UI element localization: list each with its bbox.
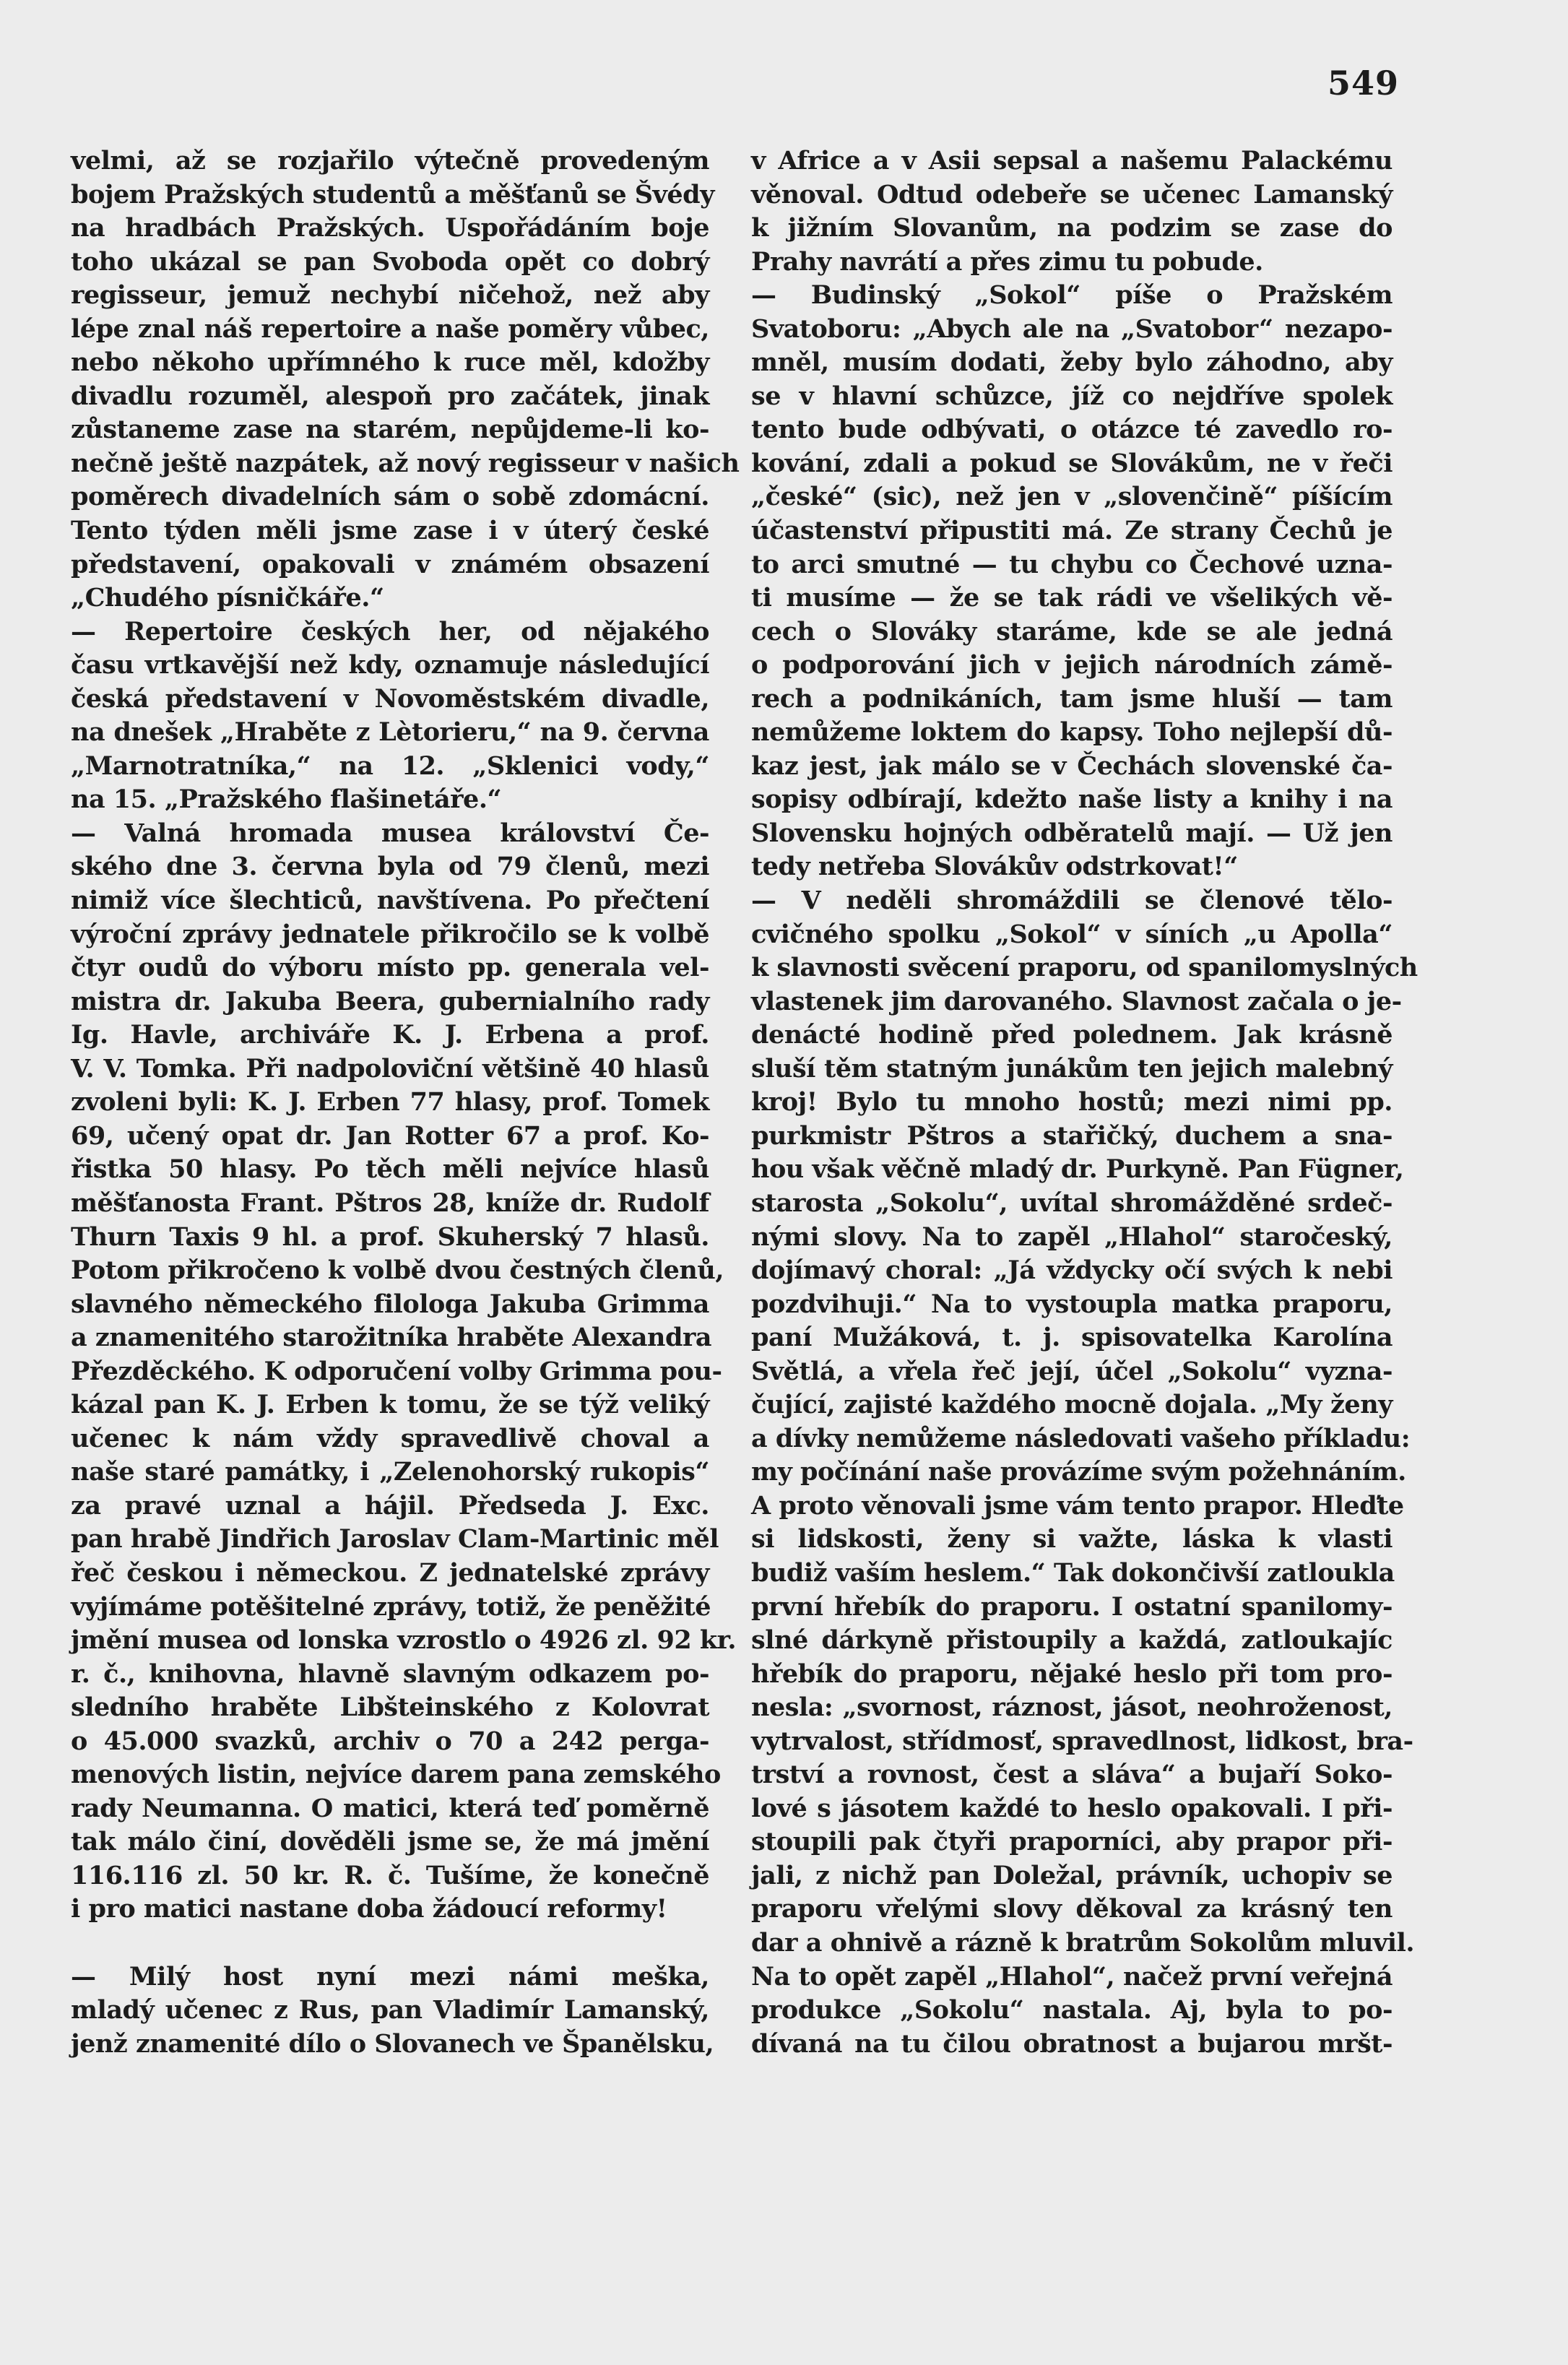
text-line: v Africe a v Asii sepsal a našemu Palackému <box>751 146 1392 176</box>
text-line: na 15. „Pražského flašinetáře.“ <box>71 784 502 815</box>
text-line: kroj! Bylo tu mnoho hostů; mezi nimi pp. <box>751 1087 1392 1117</box>
text-line: sledního hraběte Libšteinského z Kolovrat <box>71 1692 709 1723</box>
text-line: nemůžeme loktem do kapsy. Toho nejlepší dů- <box>751 717 1392 748</box>
text-line: „Chudého písničkáře.“ <box>71 583 384 613</box>
text-line: lové s jásotem každé to heslo opakovali. I při- <box>751 1793 1392 1823</box>
text-line: Svatoboru: „Abych ale na „Svatobor“ nezapo- <box>751 314 1392 344</box>
text-line: věnoval. Odtud odebeře se učenec Lamanský <box>751 179 1392 209</box>
text-line: hou však věčně mladý dr. Purkyně. Pan Fügner, <box>751 1154 1404 1185</box>
text-line: Thurn Taxis 9 hl. a prof. Skuherský 7 hlasů. <box>71 1222 709 1252</box>
text-line: rech a podnikáních, tam jsme hluší — tam <box>751 683 1392 714</box>
text-line: naše staré památky, i „Zelenohorský rukopis“ <box>71 1457 709 1487</box>
text-line: o podporování jich v jejich národních zámě- <box>751 650 1392 680</box>
text-line: času vrtkavější než kdy, oznamuje následující <box>71 650 709 680</box>
text-line: zůstaneme zase na starém, nepůjdeme-li ko- <box>71 415 709 445</box>
text-line: představení, opakovali v známém obsazení <box>71 549 709 579</box>
text-line: a dívky nemůžeme následovati vašeho příkladu: <box>751 1423 1411 1453</box>
text-line: i pro matici nastane doba žádoucí reformy! <box>71 1894 667 1924</box>
text-line: nebo někoho upřímného k ruce měl, kdožby <box>71 347 709 378</box>
text-line: tedy netřeba Slovákův odstrkovat!“ <box>751 852 1238 882</box>
left-column <box>71 144 740 2061</box>
text-line: 69, učený opat dr. Jan Rotter 67 a prof. Ko- <box>71 1120 709 1151</box>
text-line: k jižním Slovanům, na podzim se zase do <box>751 213 1392 243</box>
text-line: kázal pan K. J. Erben k tomu, že se týž veliký <box>71 1390 709 1420</box>
text-line: purkmistr Pštros a stařičký, duchem a sna- <box>751 1120 1392 1151</box>
text-line: Potom přikročeno k volbě dvou čestných členů, <box>71 1255 724 1286</box>
text-line: — Budinský „Sokol“ píše o Pražském <box>751 280 1392 311</box>
text-line: mistra dr. Jakuba Beera, gubernialního rady <box>71 986 709 1016</box>
text-line: ti musíme — že se tak rádi ve všelikých vě- <box>751 583 1392 613</box>
text-line: denácté hodině před polednem. Jak krásně <box>751 1020 1392 1050</box>
text-line: „Marnotratníka,“ na 12. „Sklenici vody,“ <box>71 751 709 781</box>
text-line: na dnešek „Hraběte z Lètorieru,“ na 9. června <box>71 717 709 748</box>
text-line: r. č., knihovna, hlavně slavným odkazem po- <box>71 1659 709 1689</box>
text-line: vlastenek jim darovaného. Slavnost začala o je- <box>751 986 1402 1016</box>
text-line <box>71 1927 709 1960</box>
text-line: toho ukázal se pan Svoboda opět co dobrý <box>71 246 709 277</box>
text-line: to arci smutné — tu chybu co Čechové uzna- <box>751 549 1392 579</box>
text-line: bojem Pražských studentů a měšťanů se Švédy <box>71 179 714 209</box>
text-line: — V neděli shromáždili se členové tělo- <box>751 886 1392 916</box>
text-line: menových listin, nejvíce darem pana zemského <box>71 1760 721 1790</box>
text-line: „české“ (sic), než jen v „slovenčině“ píšícím <box>751 482 1392 512</box>
text-line: Tento týden měli jsme zase i v úterý české <box>71 516 709 546</box>
text-line: Světlá, a vřela řeč její, účel „Sokolu“ vyzna- <box>751 1356 1392 1386</box>
text-line: Přezděckého. K odporučení volby Grimma pou- <box>71 1356 722 1386</box>
text-line: budiž vaším heslem.“ Tak dokončivší zatloukla <box>751 1557 1395 1588</box>
text-line: Prahy navrátí a přes zimu tu pobude. <box>751 246 1263 277</box>
text-line: dar a ohnivě a rázně k bratrům Sokolům mluvil. <box>751 1927 1415 1958</box>
text-line: A proto věnovali jsme vám tento prapor. Hleďte <box>751 1490 1404 1521</box>
text-line: velmi, až se rozjařilo výtečně provedeným <box>71 146 709 176</box>
text-line: pan hrabě Jindřich Jaroslav Clam-Martinic měl <box>71 1524 719 1555</box>
text-line: kaz jest, jak málo se v Čechách slovenské ča- <box>751 751 1392 781</box>
text-line: mladý učenec z Rus, pan Vladimír Lamanský, <box>71 1995 709 2025</box>
text-line: na hradbách Pražských. Uspořádáním boje <box>71 213 709 243</box>
text-line: první hřebík do praporu. I ostatní spanilomy- <box>751 1591 1392 1622</box>
text-line: řistka 50 hlasy. Po těch měli nejvíce hlasů <box>71 1154 709 1185</box>
text-line: o 45.000 svazků, archiv o 70 a 242 perga- <box>71 1726 709 1756</box>
text-line: rady Neumanna. O matici, která teď poměrně <box>71 1793 709 1823</box>
text-line: tento bude odbývati, o otázce té zavedlo ro- <box>751 415 1392 445</box>
text-line: Na to opět zapěl „Hlahol“, načež první veřejná <box>751 1961 1392 1992</box>
text-line: účastenství připustiti má. Ze strany Čechů je <box>751 516 1392 546</box>
text-line: nesla: „svornost, ráznost, jásot, neohroženost, <box>751 1692 1392 1723</box>
text-line: jenž znamenité dílo o Slovanech ve Španělsku, <box>71 2028 714 2059</box>
text-line: slavného německého filologa Jakuba Grimma <box>71 1289 709 1319</box>
text-line: řeč českou i německou. Z jednatelské zprávy <box>71 1557 709 1588</box>
text-line: sopisy odbírají, kdežto naše listy a knihy i na <box>751 784 1392 815</box>
text-line: nými slovy. Na to zapěl „Hlahol“ staročeský, <box>751 1222 1392 1252</box>
text-line: 116.116 zl. 50 kr. R. č. Tušíme, že konečně <box>71 1860 709 1890</box>
text-line: česká představení v Novoměstském divadle, <box>71 683 709 714</box>
text-line: tak málo činí, dověděli jsme se, že má jmění <box>71 1827 709 1857</box>
text-line: produkce „Sokolu“ nastala. Aj, byla to po- <box>751 1995 1392 2025</box>
text-line: vytrvalost, střídmosť, spravedlnost, lidkost, bra- <box>751 1726 1413 1756</box>
text-line: se v hlavní schůzce, jíž co nejdříve spolek <box>751 381 1392 411</box>
text-line: starosta „Sokolu“, uvítal shromážděné srdeč- <box>751 1188 1392 1218</box>
text-line: ského dne 3. června byla od 79 členů, mezi <box>71 852 709 882</box>
text-line: kování, zdali a pokud se Slovákům, ne v řeči <box>751 448 1392 478</box>
text-line: si lidskosti, ženy si važte, láska k vlasti <box>751 1524 1392 1555</box>
text-line: za pravé uznal a hájil. Předseda J. Exc. <box>71 1490 709 1521</box>
text-line: paní Mužáková, t. j. spisovatelka Karolína <box>751 1323 1392 1353</box>
text-line: zvoleni byli: K. J. Erben 77 hlasy, prof. Tomek <box>71 1087 709 1117</box>
text-line: lépe znal náš repertoire a naše poměry vůbec, <box>71 314 709 344</box>
text-line: jali, z nichž pan Doležal, právník, uchopiv se <box>751 1860 1392 1890</box>
text-line: stoupili pak čtyři praporníci, aby prapor při- <box>751 1827 1392 1857</box>
text-line: — Valná hromada musea království Če- <box>71 818 709 848</box>
text-line: a znamenitého starožitníka hraběte Alexandra <box>71 1323 712 1353</box>
text-line: výroční zprávy jednatele přikročilo se k volbě <box>71 919 709 949</box>
page-number: 549 <box>1327 64 1400 103</box>
text-line: měšťanosta Frant. Pštros 28, kníže dr. Rudolf <box>71 1188 709 1218</box>
text-line: hřebík do praporu, nějaké heslo při tom pro- <box>751 1659 1392 1689</box>
text-line: pozdvihuji.“ Na to vystoupla matka praporu, <box>751 1289 1392 1319</box>
text-line: Ig. Havle, archiváře K. J. Erbena a prof. <box>71 1020 709 1050</box>
text-line: cech o Slováky staráme, kde se ale jedná <box>751 616 1392 647</box>
text-line: čtyr oudů do výboru místo pp. generala vel- <box>71 953 709 983</box>
text-line: dojímavý choral: „Já vždycky očí svých k nebi <box>751 1255 1392 1286</box>
text-line: dívaná na tu čilou obratnost a bujarou mršt- <box>751 2028 1392 2059</box>
text-line: mněl, musím dodati, žeby bylo záhodno, aby <box>751 347 1392 378</box>
text-line: cvičného spolku „Sokol“ v síních „u Apolla“ <box>751 919 1392 949</box>
text-line: my počínání naše provázíme svým požehnáním. <box>751 1457 1406 1487</box>
text-line: divadlu rozuměl, alespoň pro začátek, jinak <box>71 381 709 411</box>
text-line: jmění musea od lonska vzrostlo o 4926 zl. 92 kr. <box>71 1625 737 1656</box>
text-line: vyjímáme potěšitelné zprávy, totiž, že peněžité <box>71 1591 711 1622</box>
text-line: trství a rovnost, čest a sláva“ a bujaří Soko- <box>751 1760 1392 1790</box>
text-line: čující, zajisté každého mocně dojala. „My ženy <box>751 1390 1392 1420</box>
text-line: — Milý host nyní mezi námi meška, <box>71 1961 709 1992</box>
text-line: učenec k nám vždy spravedlivě choval a <box>71 1423 709 1453</box>
text-line: V. V. Tomka. Při nadpoloviční většině 40 hlasů <box>71 1053 709 1084</box>
text-line: k slavnosti svěcení praporu, od spanilomyslných <box>751 953 1418 983</box>
right-column <box>751 144 1418 2061</box>
text-line: regisseur, jemuž nechybí ničehož, než aby <box>71 280 709 311</box>
text-line: sluší těm statným junákům ten jejich malebný <box>751 1053 1392 1084</box>
text-line: nečně ještě nazpátek, až nový regisseur v našich <box>71 448 740 478</box>
text-line: praporu vřelými slovy děkoval za krásný ten <box>751 1894 1392 1924</box>
text-line: Slovensku hojných odběratelů mají. — Už jen <box>751 818 1392 848</box>
text-line: nimiž více šlechticů, navštívena. Po přečtení <box>71 886 709 916</box>
text-line: slné dárkyně přistoupily a každá, zatloukajíc <box>751 1625 1392 1656</box>
text-line: poměrech divadelních sám o sobě zdomácní. <box>71 482 709 512</box>
text-line: — Repertoire českých her, od nějakého <box>71 616 709 647</box>
